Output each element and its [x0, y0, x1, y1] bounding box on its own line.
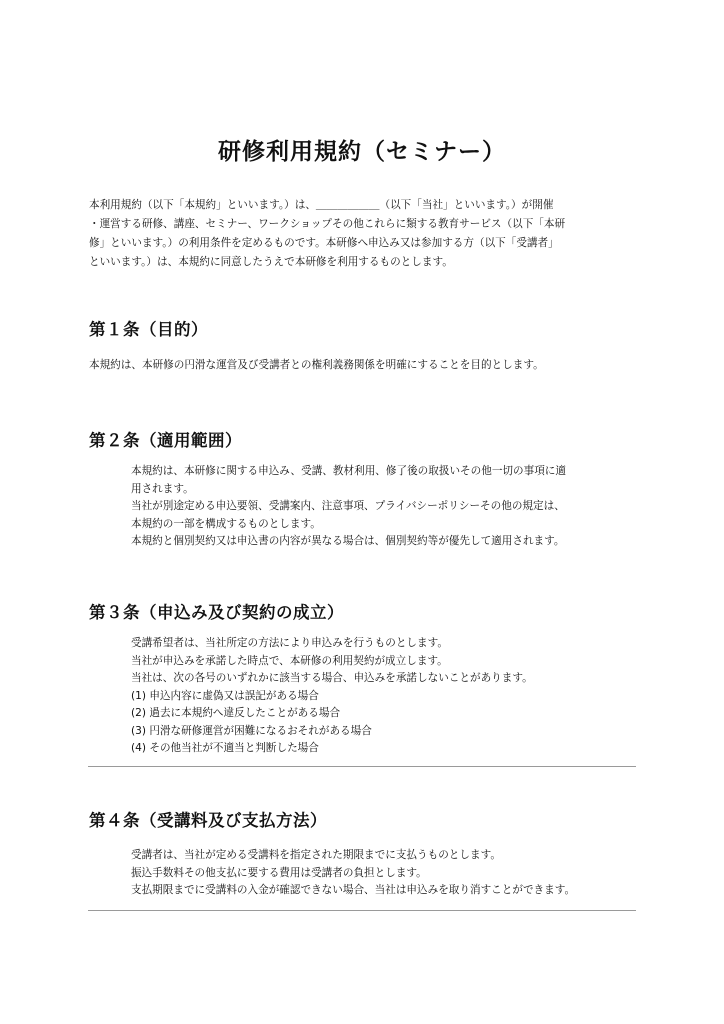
section-divider: [88, 766, 636, 767]
document-title: 研修利用規約（セミナー）: [218, 139, 506, 166]
article-3-heading: 第３条（申込み及び契約の成立）: [89, 603, 344, 622]
section-divider: [88, 910, 636, 911]
intro-line: 本利用規約（以下「本規約」といいます。）は、＿＿＿＿＿＿（以下「当社」といいます。）が開催: [89, 199, 554, 211]
article-4-line: 振込手数料その他支払に要する費用は受講者の負担とします。: [131, 866, 427, 879]
article-1-heading: 第１条（目的）: [89, 320, 208, 339]
article-3-line: (1) 申込内容に虚偽又は誤記がある場合: [131, 689, 319, 702]
article-2-line: 本規約の一部を構成するものとします。: [131, 517, 321, 530]
article-3-line: 当社は、次の各号のいずれかに該当する場合、申込みを承諾しないことがあります。: [131, 672, 533, 684]
article-4-line: 支払期限までに受講料の入金が確認できない場合、当社は申込みを取り消すことができます。: [131, 884, 576, 896]
intro-line: ・運営する研修、講座、セミナー、ワークショップその他これらに類する教育サービス（以下「本研: [89, 218, 566, 230]
article-3-body: [131, 635, 651, 758]
article-3-line: (2) 過去に本規約へ違反したことがある場合: [131, 707, 341, 719]
article-3-line: (3) 円滑な研修運営が困難になるおそれがある場合: [131, 724, 372, 737]
article-2-heading: 第２条（適用範囲）: [89, 431, 242, 450]
article-4-heading: 第４条（受講料及び支払方法）: [89, 811, 327, 830]
intro-line: といいます。）は、本規約に同意したうえで本研修を利用するものとします。: [89, 256, 453, 268]
article-2-line: 用されます。: [131, 482, 194, 495]
article-3-line: 当社が申込みを承諾した時点で、本研修の利用契約が成立します。: [131, 654, 448, 667]
article-2-line: 当社が別途定める申込要領、受講案内、注意事項、プライバシーポリシーその他の規定は、: [131, 500, 565, 512]
article-4-line: 受講者は、当社が定める受講料を指定された期限までに支払うものとします。: [131, 849, 501, 861]
intro-paragraph: [89, 196, 639, 272]
article-3-line: (4) その他当社が不適当と判断した場合: [131, 742, 319, 754]
article-1-text: 本規約は、本研修の円滑な運営及び受講者との権利義務関係を明確にすることを目的とします。: [89, 359, 544, 371]
article-2-line: 本規約は、本研修に関する申込み、受講、教材利用、修了後の取扱いその他一切の事項に適: [131, 465, 566, 477]
article-2-line: 本規約と個別契約又は申込書の内容が異なる場合は、個別契約等が優先して適用されます。: [131, 535, 565, 547]
article-2-body: [131, 463, 651, 551]
article-3-line: 受講希望者は、当社所定の方法により申込みを行うものとします。: [131, 637, 448, 649]
intro-line: 修」といいます。）の利用条件を定めるものです。本研修へ申込み又は参加する方（以下「受講者」: [89, 237, 559, 249]
article-4-body: [131, 847, 651, 900]
